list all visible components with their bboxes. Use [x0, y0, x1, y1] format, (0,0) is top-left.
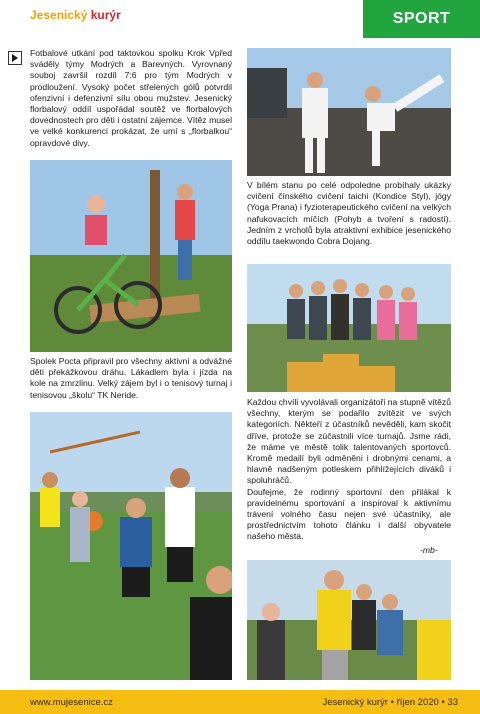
- footer-issue: Jesenický kurýr • říjen 2020 • 33: [322, 696, 458, 708]
- article-tent: [247, 180, 451, 247]
- photo-basketball: [30, 412, 232, 680]
- play-arrow-icon: [8, 51, 22, 65]
- photo-taekwondo: [247, 48, 451, 176]
- author-signature: -mb-: [420, 545, 438, 555]
- masthead: [30, 8, 121, 22]
- page-footer: [0, 690, 480, 714]
- intro-paragraph: Fotbalové utkání pod taktovkou spolku Krok Vpřed sváděly týmy Modrých a Barevných. Vyrovnaný souboj završil rozdíl 7:6 pro tým Modrých v prodloužení. Vysoký počet střelených gólů potvrdil ofenzivní i defenzivní sílu obou mužstev. Jesenický florbalový oddíl uspořádal soutěž ve florbalových dovednostech pro děti i ostatní zájemce. Vítěz musel ve velké konkurenci prokázat, že umí s „florbalkou“ opravdové divy.: [30, 48, 232, 148]
- photo-podium: [247, 264, 451, 392]
- closing-paragraph-1: Každou chvíli vyvolávali organizátoři na stupně vítězů všechny, kterým se podařilo zvítězit ve svých kategoriích. Někteří z účastníků nevěděli, kam skočit dříve, protože se zúčastnili více turnajů. Jsme rádi, že máme ve městě tolik talentovaných sportovců. Kromě medailí byli odměněni i drobnými cenami, a hlavně nadšeným potleskem přihlížejících diváků i spoluhráčů.: [247, 397, 451, 486]
- section-tab: [363, 0, 480, 38]
- article-intro: [30, 48, 232, 149]
- footer-url[interactable]: www.mujesenice.cz: [30, 696, 113, 708]
- article-closing: [247, 397, 451, 543]
- photo-bicycle: [30, 160, 232, 352]
- masthead-accent: kurýr: [90, 8, 121, 22]
- section-label: SPORT: [392, 10, 451, 27]
- photo-awards: [247, 560, 451, 680]
- closing-paragraph-2: Doufejme, že rodinný sportovní den přilákal k pravidelnému sportování a inspiroval k aktivnímu trávení volného času nejen své účastníky, ale prostřednictvím tohoto článku i další obyvatele našeho města.: [247, 486, 451, 542]
- pocta-paragraph: Spolek Pocta připravil pro všechny aktivní a odvážné děti překážkovou dráhu. Lákadlem byla i jízda na kole na zmrzlinu. Velký zájem byl i o tenisový turnaj i tenisovou „školu“ TK Neride.: [30, 356, 232, 400]
- article-pocta: [30, 356, 232, 401]
- tent-paragraph: V bílém stanu po celé odpoledne probíhaly ukázky cvičení čínského cvičení taichi (Kondice Styl), jógy (Yoga Prana) i fyzioterapeutického cvičení na velkých nafukovacích míčích (Pohyb a tvoření s radostí). Jedním z vrcholů byla atraktivní exhibice jesenického oddílu taekwondo Cobra Dojang.: [247, 180, 451, 247]
- masthead-prefix: Jesenický: [30, 8, 88, 22]
